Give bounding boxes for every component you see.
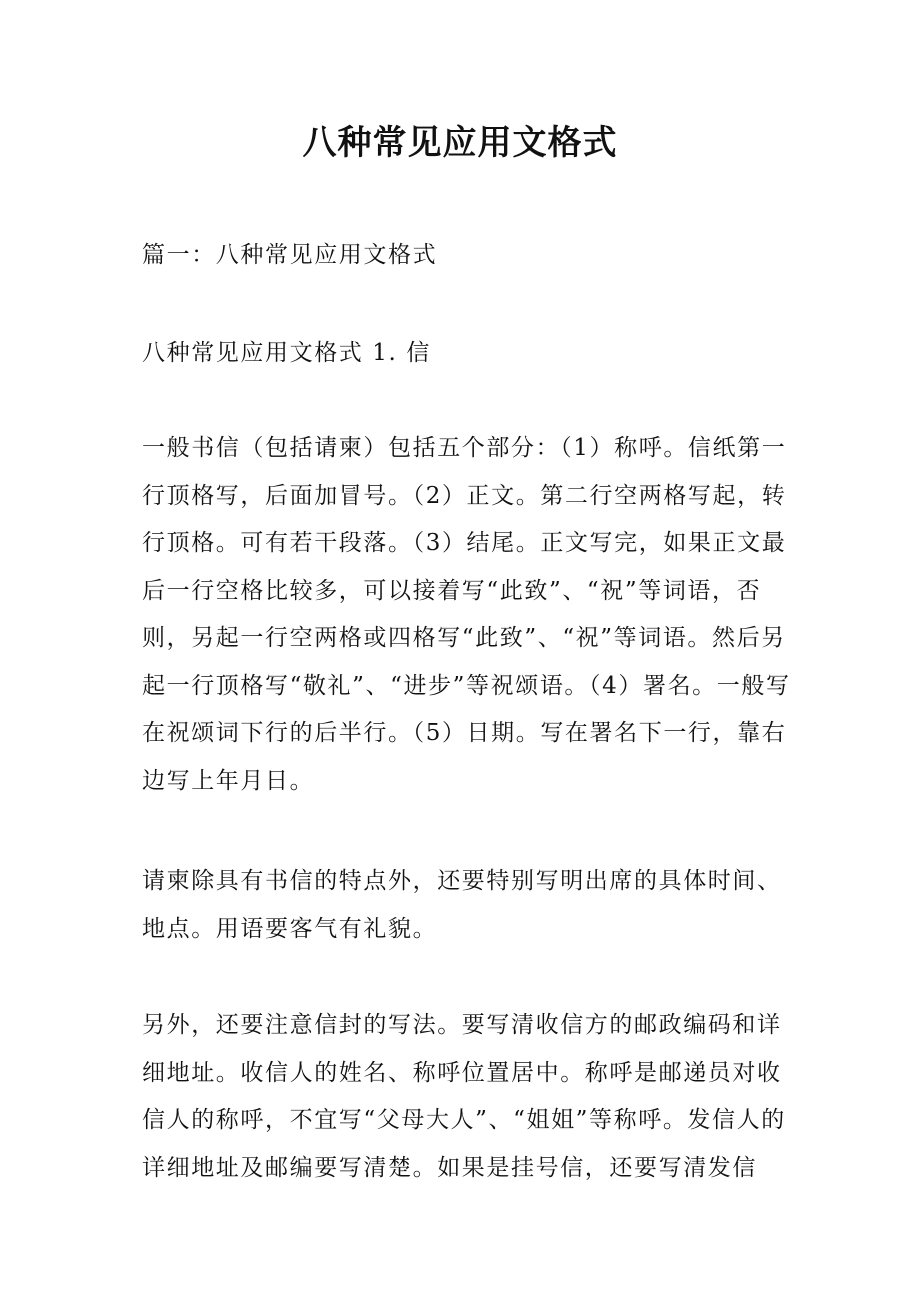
section-heading: 篇一：八种常见应用文格式 [142, 242, 438, 268]
document-title: 八种常见应用文格式 [302, 123, 618, 163]
paragraph-invitation-note: 请柬除具有书信的特点外，还要特别写明出席的具体时间、地点。用语要客气有礼貌。 [142, 868, 782, 942]
paragraph-envelope-format: 另外，还要注意信封的写法。要写清收信方的邮政编码和详细地址。收信人的姓名、称呼位置居中。称呼是邮递员对收信人的称呼，不宜写“父母大人”、“姐姐”等称呼。发信人的详细地址及邮编要写清楚。如果是挂号信，还要写清发信 [142, 1012, 786, 1181]
subsection-heading: 八种常见应用文格式 1. 信 [142, 340, 431, 366]
paragraph-letter-format: 一般书信（包括请柬）包括五个部分：（1）称呼。信纸第一行顶格写，后面加冒号。（2）正文。第二行空两格写起，转行顶格。可有若干段落。（3）结尾。正文写完，如果正文最后一行空格比较多，可以接着写“此致”、“祝”等词语，否则，另起一行空两格或四格写“此致”、“祝”等词语。然后另起一行顶格写“敬礼”、“进步”等祝颂语。（4）署名。一般写在祝颂词下行的后半行。（5）日期。写在署名下一行，靠右边写上年月日。 [142, 435, 791, 794]
